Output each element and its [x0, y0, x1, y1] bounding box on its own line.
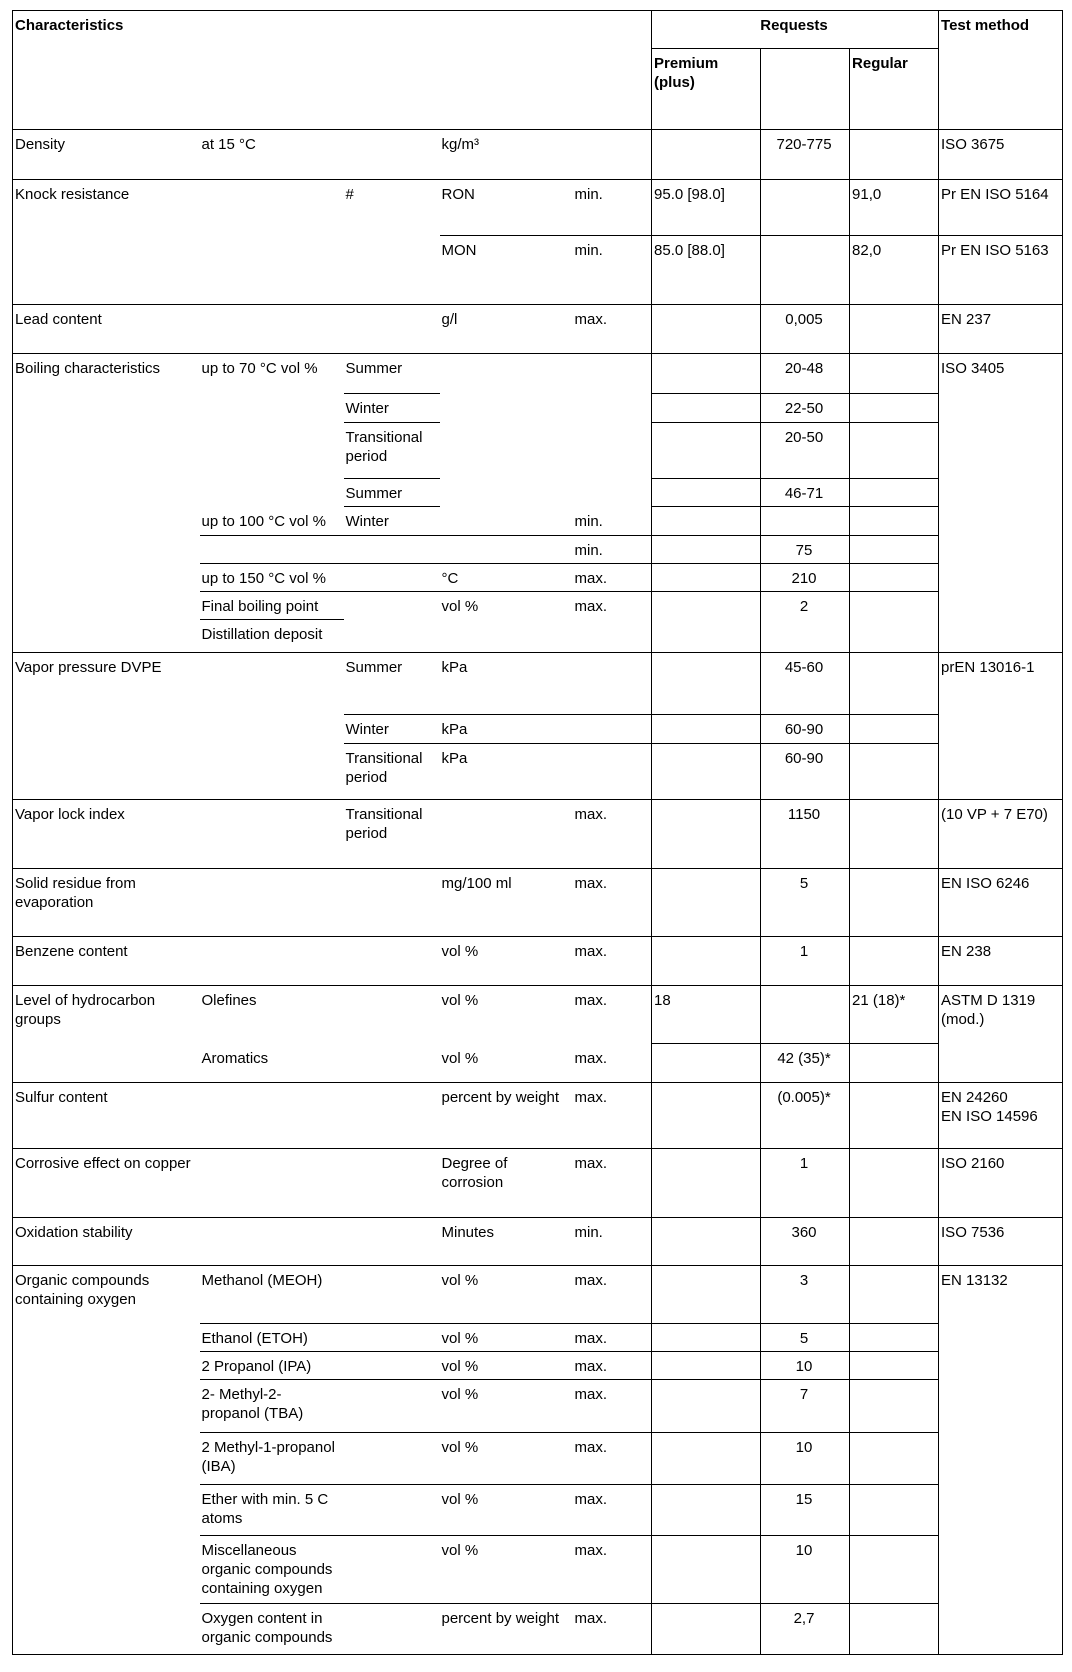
- knock-label: Knock resistance: [13, 179, 200, 304]
- hydrocarbon-method: ASTM D 1319 (mod.): [939, 985, 1063, 1082]
- vli-season: Transitional period: [344, 800, 440, 869]
- organic-0-regular: [850, 1266, 939, 1324]
- organic-7-premium: [652, 1604, 761, 1655]
- oxidation-value: 360: [761, 1217, 850, 1265]
- mon-blank: [761, 236, 850, 305]
- organic-1-blank: [344, 1323, 440, 1351]
- organic-2-regular: [850, 1352, 939, 1380]
- boiling-r2-value: 22-50: [761, 394, 850, 422]
- organic-4-name: 2 Methyl-1-propanol (IBA): [200, 1432, 344, 1484]
- organic-6-name: Miscellaneous organic compounds containing oxygen: [200, 1535, 344, 1604]
- boiling-r5-season: Winter: [344, 507, 440, 535]
- solid-label: Solid residue from evaporation: [13, 868, 200, 937]
- vapor-r1-limit: [573, 652, 652, 715]
- organic-7-unit: percent by weight: [440, 1604, 573, 1655]
- boiling-r5-premium: [652, 507, 761, 535]
- organic-1-value: 5: [761, 1323, 850, 1351]
- ron-limit: min.: [573, 179, 652, 236]
- organic-4-regular: [850, 1432, 939, 1484]
- boiling-150-cond: up to 150 °C vol %: [200, 563, 344, 591]
- oxidation-premium: [652, 1217, 761, 1265]
- vapor-r3-unit: kPa: [440, 743, 573, 800]
- organic-7-limit: max.: [573, 1604, 652, 1655]
- density-unit: kg/m³: [440, 130, 652, 179]
- vapor-r1-regular: [850, 652, 939, 715]
- organic-3-limit: max.: [573, 1380, 652, 1432]
- header-test-method: Test method: [939, 11, 1063, 130]
- benzene-premium: [652, 937, 761, 985]
- benzene-unit: vol %: [440, 937, 573, 985]
- sulfur-unit: percent by weight: [440, 1082, 573, 1149]
- solid-premium: [652, 868, 761, 937]
- corrosive-premium: [652, 1149, 761, 1218]
- organic-5-regular: [850, 1485, 939, 1535]
- organic-6-value: 10: [761, 1535, 850, 1604]
- density-premium: [652, 130, 761, 179]
- boiling-r8-limit: max.: [573, 592, 652, 620]
- organic-1-name: Ethanol (ETOH): [200, 1323, 344, 1351]
- organic-0-blank: [344, 1266, 440, 1324]
- organic-method: EN 13132: [939, 1266, 1063, 1655]
- boiling-r7-limit: max.: [573, 563, 652, 591]
- organic-2-limit: max.: [573, 1352, 652, 1380]
- organic-3-unit: vol %: [440, 1380, 573, 1432]
- boiling-r2-regular: [850, 394, 939, 422]
- knock-mark: #: [344, 179, 440, 304]
- sulfur-premium: [652, 1082, 761, 1149]
- vapor-r2-premium: [652, 715, 761, 743]
- vli-regular: [850, 800, 939, 869]
- boiling-r6-premium: [652, 535, 761, 563]
- vli-value: 1150: [761, 800, 850, 869]
- organic-3-name: 2- Methyl-2-propanol (TBA): [200, 1380, 344, 1432]
- boiling-r4-limit: [573, 479, 652, 507]
- solid-blank: [200, 868, 440, 937]
- vapor-r3-value: 60-90: [761, 743, 850, 800]
- organic-7-regular: [850, 1604, 939, 1655]
- organic-6-unit: vol %: [440, 1535, 573, 1604]
- organic-label: Organic compounds containing oxygen: [13, 1266, 200, 1655]
- boiling-r3-value: 20-50: [761, 422, 850, 479]
- vapor-r2-value: 60-90: [761, 715, 850, 743]
- aromatics-blank: [344, 1044, 440, 1082]
- density-method: ISO 3675: [939, 130, 1063, 179]
- sulfur-regular: [850, 1082, 939, 1149]
- density-regular: [850, 130, 939, 179]
- vapor-r1-premium: [652, 652, 761, 715]
- knock-blank: [200, 179, 344, 304]
- boiling-r1-premium: [652, 354, 761, 394]
- boiling-r4-value: 46-71: [761, 479, 850, 507]
- organic-1-premium: [652, 1323, 761, 1351]
- olefines-blank: [344, 985, 440, 1044]
- solid-method: EN ISO 6246: [939, 868, 1063, 937]
- header-blank: [761, 49, 850, 130]
- sulfur-blank: [200, 1082, 440, 1149]
- organic-6-regular: [850, 1535, 939, 1604]
- vli-blank: [200, 800, 344, 869]
- sulfur-method: EN 24260 EN ISO 14596: [939, 1082, 1063, 1149]
- organic-7-blank: [344, 1604, 440, 1655]
- mon-method: Pr EN ISO 5163: [939, 236, 1063, 305]
- vli-method: (10 VP + 7 E70): [939, 800, 1063, 869]
- boiling-r3-unit: [440, 422, 573, 479]
- lead-value: 0,005: [761, 304, 850, 353]
- vli-premium: [652, 800, 761, 869]
- boiling-r5-unit: [440, 507, 573, 535]
- boiling-r8-regular: [850, 592, 939, 653]
- boiling-r8-unit: vol %: [441, 598, 479, 616]
- olefines-name: Olefines: [200, 985, 344, 1044]
- lead-regular: [850, 304, 939, 353]
- boiling-r5-value: [761, 507, 850, 535]
- corrosive-blank: [200, 1149, 440, 1218]
- organic-3-regular: [850, 1380, 939, 1432]
- olefines-unit: vol %: [440, 985, 573, 1044]
- organic-0-value: 3: [761, 1266, 850, 1324]
- aromatics-premium: [652, 1044, 761, 1082]
- boiling-r3-season: Transitional period: [344, 422, 440, 479]
- corrosive-method: ISO 2160: [939, 1149, 1063, 1218]
- mon-regular: 82,0: [850, 236, 939, 305]
- corrosive-limit: max.: [573, 1149, 652, 1218]
- organic-5-premium: [652, 1485, 761, 1535]
- boiling-r2-unit: [440, 394, 573, 422]
- boiling-r3-premium: [652, 422, 761, 479]
- organic-3-premium: [652, 1380, 761, 1432]
- oxidation-blank: [200, 1217, 440, 1265]
- lead-method: EN 237: [939, 304, 1063, 353]
- boiling-r3-regular: [850, 422, 939, 479]
- header-requests: Requests: [652, 11, 939, 49]
- boiling-r9-limit: [573, 620, 652, 652]
- organic-1-regular: [850, 1323, 939, 1351]
- sulfur-value: (0.005)*: [761, 1082, 850, 1149]
- lead-label: Lead content: [13, 304, 200, 353]
- boiling-r8-season: [344, 592, 440, 620]
- boiling-r4-regular: [850, 479, 939, 507]
- final-boiling-point-label: Final boiling point: [200, 592, 344, 620]
- organic-4-value: 10: [761, 1432, 850, 1484]
- organic-1-unit: vol %: [440, 1323, 573, 1351]
- solid-value: 5: [761, 868, 850, 937]
- organic-5-limit: max.: [573, 1485, 652, 1535]
- ron-name: RON: [440, 179, 573, 236]
- benzene-value: 1: [761, 937, 850, 985]
- boiling-r9-season: [344, 620, 440, 652]
- vapor-blank: [200, 652, 344, 799]
- boiling-r7-season: [344, 563, 440, 591]
- boiling-r1-regular: [850, 354, 939, 394]
- boiling-r1-limit: [573, 354, 652, 394]
- organic-4-unit: vol %: [440, 1432, 573, 1484]
- boiling-r3-limit: [573, 422, 652, 479]
- oxidation-limit: min.: [573, 1217, 652, 1265]
- distillation-deposit-label: Distillation deposit: [200, 620, 344, 652]
- organic-0-unit: vol %: [440, 1266, 573, 1324]
- ron-regular: 91,0: [850, 179, 939, 236]
- vapor-r3-regular: [850, 743, 939, 800]
- oxidation-unit: Minutes: [440, 1217, 573, 1265]
- olefines-regular: 21 (18)*: [850, 985, 939, 1044]
- boiling-r4-premium: [652, 479, 761, 507]
- corrosive-label: Corrosive effect on copper: [13, 1149, 200, 1218]
- vapor-r3-premium: [652, 743, 761, 800]
- organic-7-value: 2,7: [761, 1604, 850, 1655]
- boiling-r2-limit: [573, 394, 652, 422]
- lead-blank: [200, 304, 440, 353]
- oxidation-label: Oxidation stability: [13, 1217, 200, 1265]
- aromatics-regular: [850, 1044, 939, 1082]
- vapor-label: Vapor pressure DVPE: [13, 652, 200, 799]
- organic-6-blank: [344, 1535, 440, 1604]
- organic-6-limit: max.: [573, 1535, 652, 1604]
- corrosive-regular: [850, 1149, 939, 1218]
- aromatics-value: 42 (35)*: [761, 1044, 850, 1082]
- olefines-limit: max.: [573, 985, 652, 1044]
- vapor-method: prEN 13016-1: [939, 652, 1063, 799]
- boiling-method: ISO 3405: [939, 354, 1063, 653]
- oxidation-regular: [850, 1217, 939, 1265]
- organic-3-blank: [344, 1380, 440, 1432]
- organic-0-limit: max.: [573, 1266, 652, 1324]
- organic-4-premium: [652, 1432, 761, 1484]
- vapor-r2-season: Winter: [344, 715, 440, 743]
- corrosive-unit: Degree of corrosion: [440, 1149, 573, 1218]
- boiling-r5-regular: [850, 507, 939, 535]
- lead-premium: [652, 304, 761, 353]
- vapor-r2-unit: kPa: [440, 715, 573, 743]
- vapor-r1-value: 45-60: [761, 652, 850, 715]
- density-condition: at 15 °C: [200, 130, 440, 179]
- boiling-r7-value: 210: [761, 563, 850, 591]
- boiling-r8-value: 2: [761, 592, 850, 653]
- mon-name: MON: [440, 236, 573, 305]
- benzene-regular: [850, 937, 939, 985]
- mon-limit: min.: [573, 236, 652, 305]
- organic-2-unit: vol %: [440, 1352, 573, 1380]
- boiling-r5-limit: min.: [573, 507, 652, 535]
- organic-4-blank: [344, 1432, 440, 1484]
- organic-5-name: Ether with min. 5 C atoms: [200, 1485, 344, 1535]
- oxidation-method: ISO 7536: [939, 1217, 1063, 1265]
- vapor-r3-limit: [573, 743, 652, 800]
- boiling-r4-season: Summer: [344, 479, 440, 507]
- mon-premium: 85.0 [88.0]: [652, 236, 761, 305]
- organic-2-name: 2 Propanol (IPA): [200, 1352, 344, 1380]
- vapor-r2-limit: [573, 715, 652, 743]
- boiling-r9-unit: [440, 620, 573, 652]
- benzene-limit: max.: [573, 937, 652, 985]
- sulfur-limit: max.: [573, 1082, 652, 1149]
- boiling-r7-regular: [850, 563, 939, 591]
- organic-2-value: 10: [761, 1352, 850, 1380]
- organic-7-name: Oxygen content in organic compounds: [200, 1604, 344, 1655]
- aromatics-unit: vol %: [440, 1044, 573, 1082]
- olefines-premium: 18: [652, 985, 761, 1044]
- hydrocarbon-label: Level of hydrocarbon groups: [13, 985, 200, 1082]
- organic-5-blank: [344, 1485, 440, 1535]
- header-characteristics: Characteristics: [13, 11, 652, 130]
- organic-5-unit: vol %: [440, 1485, 573, 1535]
- vapor-r3-season: Transitional period: [344, 743, 440, 800]
- boiling-r7-premium: [652, 563, 761, 591]
- boiling-label: Boiling characteristics: [13, 354, 200, 653]
- organic-1-limit: max.: [573, 1323, 652, 1351]
- boiling-r6-limit: min.: [573, 535, 652, 563]
- vli-unit: [440, 800, 573, 869]
- corrosive-value: 1: [761, 1149, 850, 1218]
- boiling-r4-unit: [440, 479, 573, 507]
- boiling-70-cond: up to 70 °C vol %: [200, 354, 344, 507]
- boiling-r1-unit: [440, 354, 573, 394]
- organic-5-value: 15: [761, 1485, 850, 1535]
- ron-premium: 95.0 [98.0]: [652, 179, 761, 236]
- vli-limit: max.: [573, 800, 652, 869]
- boiling-r8-premium: [652, 592, 761, 653]
- organic-6-premium: [652, 1535, 761, 1604]
- boiling-r1-season: Summer: [344, 354, 440, 394]
- header-premium: Premium (plus): [652, 49, 761, 130]
- vapor-r2-regular: [850, 715, 939, 743]
- benzene-blank: [200, 937, 440, 985]
- boiling-r6-regular: [850, 535, 939, 563]
- ron-method: Pr EN ISO 5164: [939, 179, 1063, 236]
- lead-unit: g/l: [440, 304, 573, 353]
- header-regular: Regular: [850, 49, 939, 130]
- organic-0-name: Methanol (MEOH): [200, 1266, 344, 1324]
- boiling-100-cond: up to 100 °C vol %: [200, 507, 344, 535]
- density-label: Density: [13, 130, 200, 179]
- organic-0-premium: [652, 1266, 761, 1324]
- organic-2-premium: [652, 1352, 761, 1380]
- boiling-r7-unit: °C: [440, 563, 573, 591]
- solid-unit: mg/100 ml: [440, 868, 573, 937]
- boiling-r6-unit: [440, 535, 573, 563]
- lead-limit: max.: [573, 304, 652, 353]
- organic-2-blank: [344, 1352, 440, 1380]
- boiling-r1-value: 20-48: [761, 354, 850, 394]
- vapor-r1-unit: kPa: [440, 652, 573, 715]
- vli-label: Vapor lock index: [13, 800, 200, 869]
- ron-blank: [761, 179, 850, 236]
- olefines-blank-value: [761, 985, 850, 1044]
- solid-limit: max.: [573, 868, 652, 937]
- vapor-r1-season: Summer: [344, 652, 440, 715]
- boiling-r2-premium: [652, 394, 761, 422]
- boiling-r2-season: Winter: [344, 394, 440, 422]
- sulfur-label: Sulfur content: [13, 1082, 200, 1149]
- benzene-label: Benzene content: [13, 937, 200, 985]
- boiling-r6-cond: [200, 535, 344, 563]
- boiling-r6-season: [344, 535, 440, 563]
- aromatics-limit: max.: [573, 1044, 652, 1082]
- aromatics-name: Aromatics: [200, 1044, 344, 1082]
- boiling-r6-value: 75: [761, 535, 850, 563]
- benzene-method: EN 238: [939, 937, 1063, 985]
- density-value: 720-775: [761, 130, 850, 179]
- fuel-spec-table: [12, 10, 1063, 1655]
- organic-3-value: 7: [761, 1380, 850, 1432]
- solid-regular: [850, 868, 939, 937]
- organic-4-limit: max.: [573, 1432, 652, 1484]
